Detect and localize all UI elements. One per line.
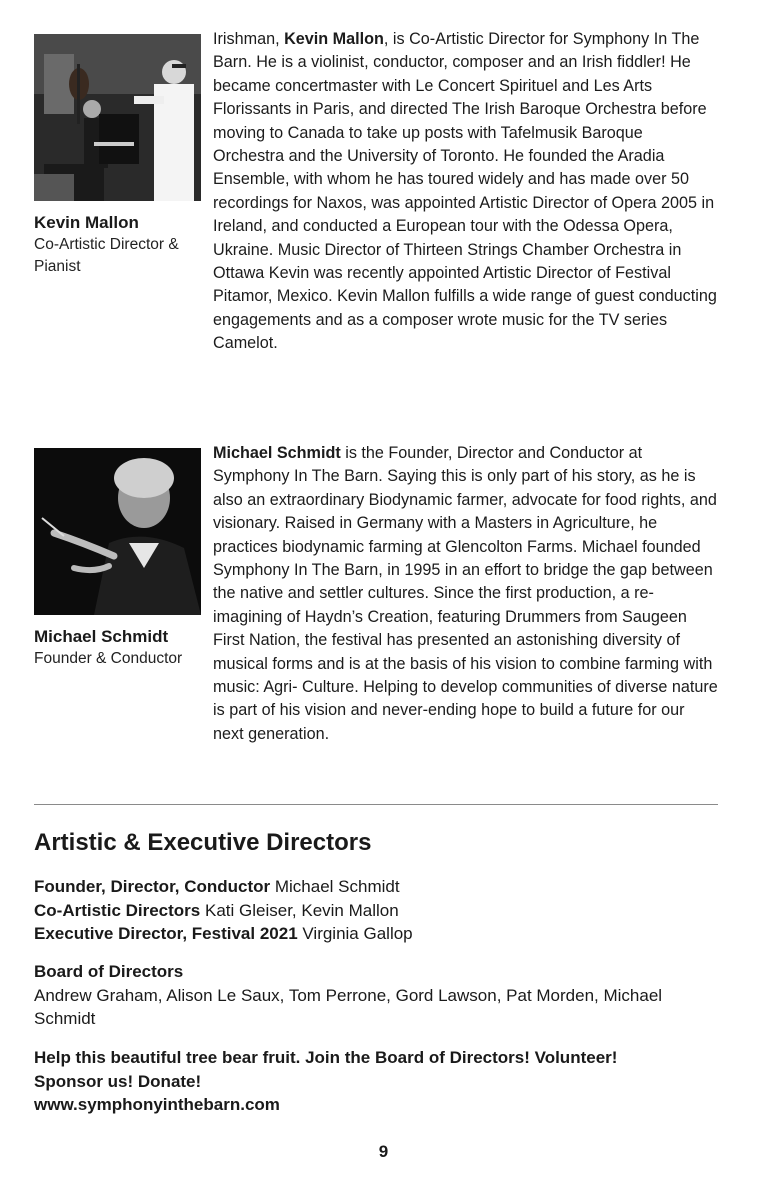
board-of-directors (34, 960, 724, 1031)
michael-schmidt-photo-image (34, 448, 201, 615)
section-divider (34, 804, 718, 805)
bio-text-body: is the Founder, Director and Conductor at Symphony In The Barn. Saying this is only part of his story, as he is also an extraordinary Biodynamic farmer, advocate for food rights, and visionary. Raised in Germany with a Masters in Agriculture, he practices biodynamic farming at Glencolton Farms. Michael founded Symphony In The Barn, in 1995 in an effort to bridge the gap between the native and settler cultures. Since the first production, a re-imagining of Haydn’s Creation, featuring Drummers from Saugeen First Nation, the festival has presented an astonishing diversity of musical forms and is at the basis of his vision to combine farming with music: Agri- Culture. Helping to develop communities of diverse nature is part of his vision and never-ending hope to build a future for our next generation. (213, 444, 718, 743)
call-to-action (34, 1046, 734, 1117)
director-name: Virginia Gallop (297, 924, 413, 943)
cta-line-1: Help this beautiful tree bear fruit. Join the Board of Directors! Volunteer! (34, 1048, 618, 1067)
kevin-mallon-photo-image (34, 34, 201, 201)
director-row (34, 875, 724, 899)
director-name: Kati Gleiser, Kevin Mallon (200, 900, 399, 920)
directors-list (34, 875, 724, 946)
bio-text-body: , is Co-Artistic Director for Symphony In The Barn. He is a violinist, conductor, composer and an Irish fiddler! He became concertmaster with Le Concert Spirituel and Les Arts Florissants in Paris, and directed The Irish Baroque Orchestra before moving to Canada to take up posts with Tafelmusik Baroque Orchestra and the University of Toronto. He founded the Aradia Ensemble, with whom he has toured widely and has made over 50 recordings for Naxos, was appointed Artistic Director of Opera 2005 in Ireland, and conducted a European tour with the Odessa Opera, Ukraine. Music Director of Thirteen Strings Chamber Orchestra in Ottawa Kevin was recently appointed Artistic Director of Festival Pitamor, Mexico. Kevin Mallon fulfills a wide range of guest conducting engagements and as a composer wrote music for the TV series Camelot. (213, 30, 717, 353)
director-row (34, 899, 724, 923)
bio-text-name: Kevin Mallon (284, 30, 384, 48)
michael-schmidt-photo (34, 448, 201, 615)
bio-text (213, 442, 718, 746)
cta-line-2: Sponsor us! Donate! (34, 1071, 202, 1091)
bio-sidebar (34, 448, 206, 670)
bio-text-intro: Irishman, (213, 30, 285, 48)
bio-text-name: Michael Schmidt (213, 444, 341, 462)
directors-heading: Artistic & Executive Directors (34, 829, 372, 856)
director-role-label: Executive Director, Festival 2021 (34, 924, 298, 943)
board-members: Andrew Graham, Alison Le Saux, Tom Perrone, Gord Lawson, Pat Morden, Michael Schmidt (34, 985, 663, 1028)
page-number: 9 (378, 1142, 389, 1161)
director-role-label: Founder, Director, Conductor (34, 877, 271, 896)
director-role-label: Co-Artistic Directors (34, 900, 201, 920)
bio-text (213, 28, 718, 356)
kevin-mallon-photo (34, 34, 201, 201)
director-row (34, 922, 724, 946)
bio-role: Co-Artistic Director & Pianist (34, 236, 179, 276)
director-name: Michael Schmidt (270, 877, 400, 896)
website-link[interactable]: www.symphonyinthebarn.com (34, 1095, 280, 1114)
bio-name: Michael Schmidt (34, 627, 169, 646)
board-heading: Board of Directors (34, 962, 184, 981)
bio-sidebar (34, 34, 206, 278)
bio-name: Kevin Mallon (34, 213, 139, 232)
bio-role: Founder & Conductor (34, 650, 183, 668)
